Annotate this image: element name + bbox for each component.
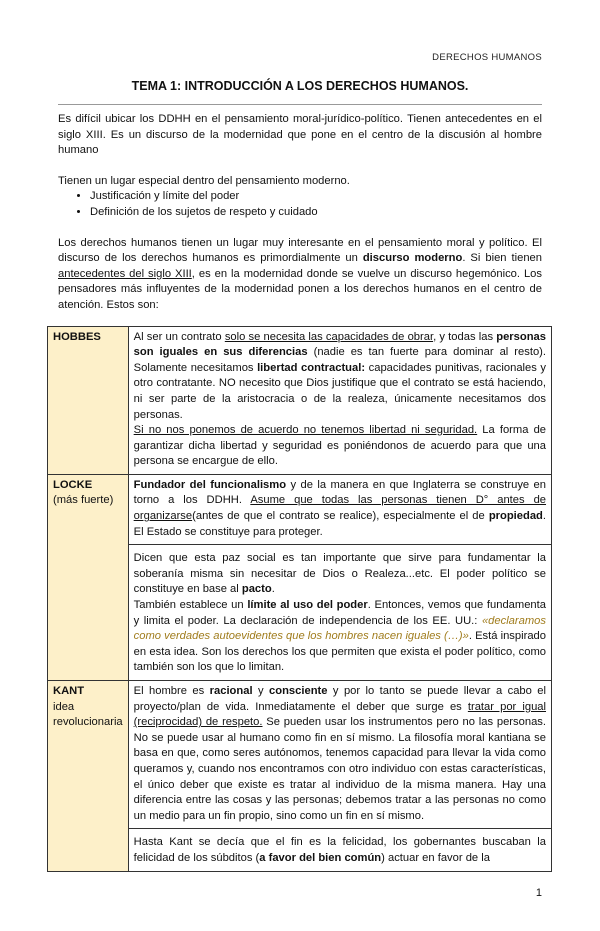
list-item: • Definición de los sujetos de respeto y cuidado (90, 205, 542, 221)
bold-text: propiedad (488, 510, 543, 523)
underlined-text: antecedentes del siglo XIII (58, 267, 192, 280)
description-cell (128, 829, 551, 871)
bold-text: límite al uso del poder (247, 599, 368, 612)
text: capacidades punitivas, racionales y otro contratante. NO necesito que Dios justifique que el contrato se está haciendo, ni ser parte de la aristocracia o de la realeza, únicamente necesitamos dos personas. (133, 361, 546, 421)
bold-text: racional (209, 685, 253, 697)
text: Se pueden usar los instrumentos pero no las personas. No se puede usar al humano como fin en sí mismo. La filosofía moral kantiana se basa en que, como seres autónomos, tenemos capacidad para llevar la vida como queramos y, cuando nos encontramos con otro individuo con estas características, el único deber que existe es tratar al individuo de la misma manera. Hay una diferencia entre las cosas y las personas; debemos tratar a las personas no como un medio para un fin propio, sino como un fin en sí mismo. (133, 716, 546, 822)
running-header: DERECHOS HUMANOS (432, 52, 542, 63)
text: . Está inspirado en esta idea. Son los derechos los que permiten que exista el poder político, como también son los que lo limitan. (133, 630, 546, 674)
text: y (252, 685, 270, 697)
page-title: TEMA 1: INTRODUCCIÓN A LOS DERECHOS HUMANOS. (131, 79, 469, 93)
table-row (48, 474, 552, 544)
text: También establece un (133, 599, 248, 612)
thinker-name: KANT (53, 685, 85, 697)
title-divider (58, 104, 542, 105)
thinker-note: (más fuerte) (53, 494, 114, 507)
page-number: 1 (535, 886, 542, 899)
thinker-note: idea revolucionaria (53, 700, 123, 729)
thinker-cell (48, 326, 129, 474)
lugar-text: Tienen un lugar especial dentro del pensamiento moderno. (58, 174, 350, 187)
text: Dicen que esta paz social es tan importante que sirve para fundamentar la soberanía misma sin necesitar de Dios o Realeza...etc. El poder político se constituye en base al (133, 552, 546, 596)
text: Hasta Kant se decía que el fin es la felicidad, los gobernantes buscaban la felicidad de los súbditos ( (133, 836, 546, 864)
lugar-section (58, 174, 542, 221)
description-cell (128, 326, 551, 474)
bold-text: Fundador del funcionalismo (133, 478, 287, 491)
text: ) actuar en favor de la (381, 851, 490, 864)
text: Al ser un contrato (133, 330, 225, 343)
list-item: • Justificación y límite del poder (90, 189, 542, 205)
text: El hombre es (133, 685, 210, 697)
text: (antes de que el contrato se realice), especialmente el de (192, 510, 489, 523)
text: . Entonces, vemos que fundamenta y limita el poder. La declaración de independencia de los EE. UU.: (133, 599, 546, 627)
description-cell (128, 474, 551, 544)
text: , es en la modernidad donde se vuelve un discurso hegemónico. Los pensadores más influyentes de la modernidad ponen a los derechos humanos en el centro de atención. Estos son: (58, 267, 542, 311)
text: y de la manera en que Inglaterra se construye en torno a los DDHH. (133, 478, 546, 507)
table-row (48, 326, 552, 474)
table-row (48, 681, 552, 829)
thinker-cell (48, 681, 129, 872)
underlined-text: tratar por igual (reciprocidad) de respeto. (133, 700, 547, 729)
bold-text: pacto (241, 583, 272, 596)
bullet-list (58, 189, 542, 220)
text: , y todas las (433, 330, 497, 343)
thinker-name: LOCKE (53, 478, 93, 491)
text: La forma de garantizar dicha libertad y seguridad es poniéndonos de acuerdo para que una persona se encargue de ello. (133, 424, 547, 468)
text: (nadie es tan fuerte para dominar al resto). Solamente necesitamos (133, 346, 547, 374)
underlined-text: Asume que todas las personas tienen D° antes de organizarse (133, 494, 547, 523)
modern-discourse-paragraph (58, 236, 542, 314)
underlined-text: Si no nos ponemos de acuerdo no tenemos libertad ni seguridad. (133, 424, 478, 437)
thinker-cell (48, 474, 129, 680)
thinkers-table (47, 326, 552, 872)
bold-text: libertad contractual: (257, 361, 366, 374)
bold-text: personas son iguales en sus diferencias (133, 330, 546, 359)
intro-paragraph: Es difícil ubicar los DDHH en el pensamiento moral-jurídico-político. Tienen antecedentes en el siglo XIII. Es un discurso de la modernidad que pone en el centro de la discusión al hombre humano (58, 113, 542, 157)
quote-text: «declaramos como verdades autoevidentes que los hombres nacen iguales (…)» (133, 614, 546, 643)
text: . El Estado se constituye para proteger. (133, 510, 546, 538)
text: Los derechos humanos tienen un lugar muy interesante en el pensamiento moral y político. El discurso de los derechos humanos es primordialmente un (58, 236, 542, 265)
text: . (271, 583, 275, 596)
text: y por lo tanto se puede llevar a cabo el proyecto/plan de vida. Inmediatamente el deber que surge es (133, 685, 546, 713)
bold-text: a favor del bien común (259, 851, 382, 864)
text: . Si bien tienen (462, 252, 542, 265)
thinker-name: HOBBES (53, 330, 101, 343)
description-cell (128, 681, 551, 829)
underlined-text: solo se necesita las capacidades de obrar (224, 330, 434, 343)
description-cell (128, 545, 551, 681)
bold-text: discurso moderno (362, 252, 463, 265)
bold-text: consciente (269, 685, 328, 697)
